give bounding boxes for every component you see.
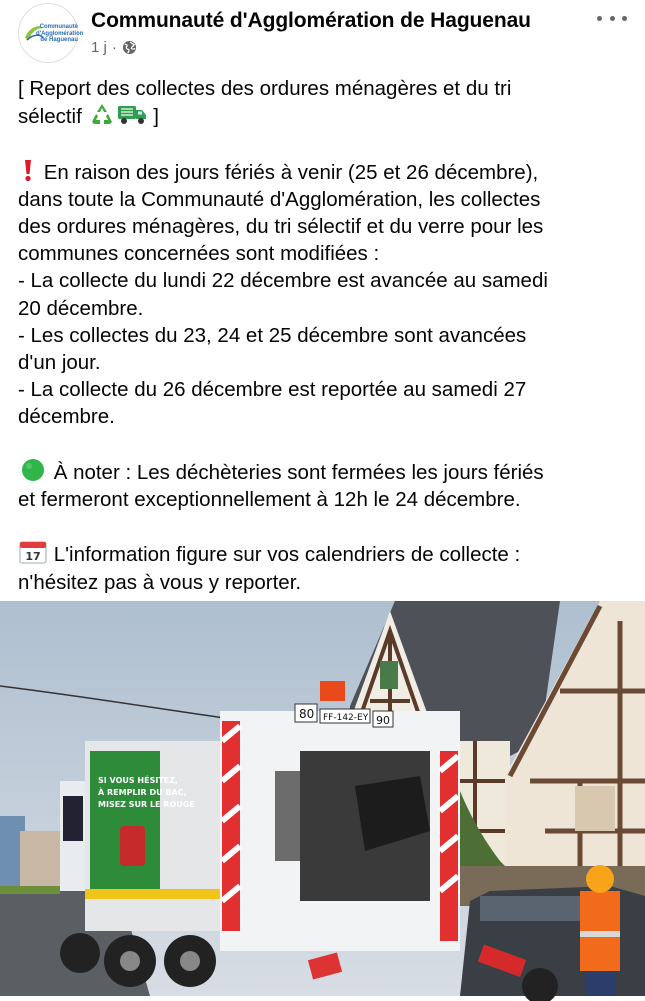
post-line: 20 décembre. [18,296,144,320]
svg-text:FF-142-EY: FF-142-EY [323,713,369,723]
post-line: d'un jour. [18,351,101,375]
svg-text:17: 17 [25,550,41,564]
post-line: [ Report des collectes des ordures ménagères et du tri [18,77,512,100]
post-line: n'hésitez pas à vous y reporter. [18,570,302,594]
post-line: sélectif ] [18,102,633,130]
post-time[interactable]: 1 j [91,39,107,56]
post-photo[interactable] [0,601,645,996]
svg-text:MISEZ SUR LE ROUGE: MISEZ SUR LE ROUGE [98,800,195,809]
page-name[interactable]: Communauté d'Agglomération de Haguenau [91,9,531,32]
calendar-emoji [18,540,48,564]
post-line: dans toute la Communauté d'Agglomération, les collectes [18,187,541,211]
post-line: À noter : Les déchèteries sont fermées les jours fériés [18,458,633,486]
svg-text:80: 80 [299,707,315,721]
post-line: communes concernées sont modifiées : [18,242,380,266]
svg-text:SI VOUS HÉSITEZ,: SI VOUS HÉSITEZ, [98,776,179,785]
svg-text:90: 90 [376,714,390,727]
post-text [18,75,633,596]
garbage-truck-photo [0,601,645,996]
post-line: des ordures ménagères, du tri sélectif et du verre pour les [18,215,544,238]
post-line: - La collecte du lundi 22 décembre est avancée au samedi [18,269,548,293]
svg-text:À REMPLIR DU BAC,: À REMPLIR DU BAC, [98,788,187,797]
page-avatar[interactable] [18,3,84,63]
post-line: - Les collectes du 23, 24 et 25 décembre sont avancées [18,323,527,347]
more-options-icon[interactable] [597,8,627,28]
post-header [0,0,645,66]
truck-emoji [116,102,148,126]
post-line: - La collecte du 26 décembre est reportée au samedi 27 [18,378,527,402]
meta-separator: · [111,39,117,56]
avatar-logo-text: Communauté d'Agglomération de Haguenau [36,24,84,43]
post-meta [91,39,137,56]
post-line: En raison des jours fériés à venir (25 et 26 décembre), [18,158,633,186]
red-exclamation-emoji [18,158,38,182]
green-circle-emoji [18,458,48,482]
post-line: décembre. [18,405,115,429]
post-line: et fermeront exceptionnellement à 12h le 24 décembre. [18,488,521,512]
globe-icon [122,40,137,55]
post-line: 17 L'information figure sur vos calendriers de collecte : [18,540,633,568]
recycle-emoji [88,102,116,126]
